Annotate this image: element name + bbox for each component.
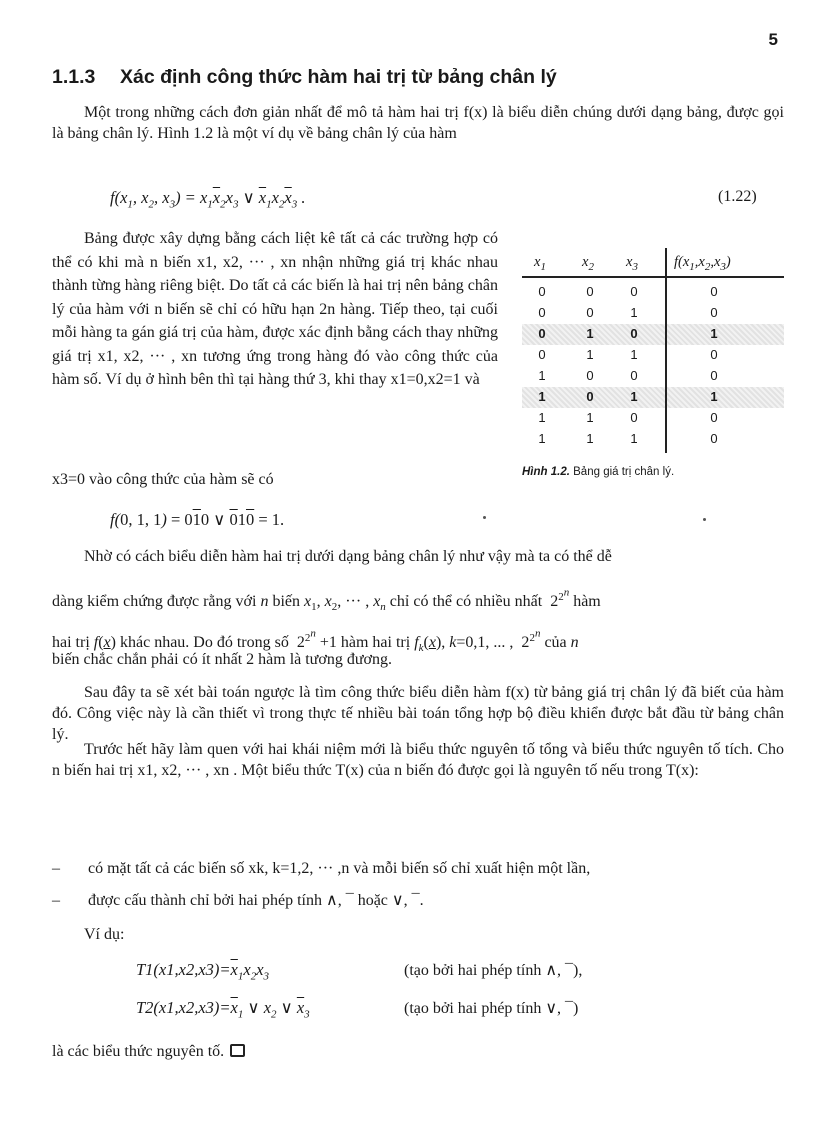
table-row: 1 1 1 0	[538, 431, 718, 446]
paragraph-2-line-3: hai trị f(x) khác nhau. Do đó trong số $2^{2^n} +1$ hàm hai trị $f_k(x)$, k=0,1, ... , $2^{2^n}$ của n	[52, 627, 579, 655]
table-row: 0 1 1 0	[538, 347, 718, 362]
table-row-highlighted: 0 1 0 1	[522, 324, 784, 345]
list-item	[52, 890, 424, 910]
list-dash: –	[52, 860, 60, 877]
table-row-highlighted: 1 0 1 1	[522, 387, 784, 408]
paragraph-2-line-1: Nhờ có cách biểu diễn hàm hai trị dưới dạng bảng chân lý như vậy mà ta có thể dễ	[84, 548, 612, 565]
print-speck	[703, 518, 706, 521]
example-note-2: (tạo bởi hai phép tính ∨, ¯)	[404, 1000, 579, 1017]
section-title: Xác định công thức hàm hai trị từ bảng chân lý	[120, 66, 557, 88]
equation-example: f(0, 1, 1) = 010 ∨ 010 = 1.	[110, 510, 285, 529]
table-header-f: $f(x_1,x_2,x_3)$	[674, 254, 731, 273]
example-formula-1: $T1(x1,x2,x3)=\overline{x}_1x_2x_3$	[136, 960, 270, 983]
closing-line	[52, 1043, 245, 1061]
table-header-x1: $x_1$	[534, 254, 546, 273]
table-row: 1 1 0 0	[538, 410, 718, 425]
equation-number: (1.22)	[718, 188, 757, 205]
page-number: 5	[768, 30, 778, 49]
list-dash: –	[52, 892, 60, 909]
list-item	[52, 860, 590, 878]
figure-caption	[522, 466, 674, 478]
list-item-text: có mặt tất cả các biến số xk, k=1,2, ··· ,n và mỗi biến số chỉ xuất hiện một lần,	[88, 860, 591, 877]
table-row: 0 0 1 0	[538, 305, 718, 320]
figure-caption-text: Bảng giá trị chân lý.	[573, 466, 675, 478]
equation-1-lhs: $f(x_1$, $x_2$, $x_3$) =	[110, 188, 196, 211]
example-formula-2: $T2(x1,x2,x3)=\overline{x}_1$ ∨ $x_2$ ∨ $\overline{x}_3$	[136, 998, 310, 1021]
table-header-x2: $x_2$	[582, 254, 594, 273]
section-number: 1.1.3	[52, 66, 96, 88]
section-heading	[52, 66, 557, 89]
closing-text: là các biểu thức nguyên tố.	[52, 1043, 225, 1060]
paragraph-2-line-4: biến chắc chắn phải có ít nhất 2 hàm là tương đương.	[52, 651, 392, 668]
equation-1-rhs: $x_1\overline{x}_2x_3$ ∨ $\overline{x}_1x_2\overline{x}_3$ .	[199, 188, 306, 211]
qed-box-icon	[230, 1044, 245, 1057]
equation-1-22	[110, 188, 306, 210]
figure-caption-label: Hình 1.2.	[522, 466, 570, 478]
table-row: 1 0 0 0	[538, 368, 718, 383]
truth-table-explanation-end: x3=0 vào công thức của hàm sẽ có	[52, 471, 274, 488]
truth-table	[522, 248, 784, 453]
example-formula-2-lhs: T2(x1,x2,x3)=	[136, 998, 231, 1017]
table-header-x3: $x_3$	[626, 254, 638, 273]
list-item-text: được cấu thành chỉ bởi hai phép tính ∧, ¯ hoặc ∨, ¯.	[88, 892, 424, 909]
intro-paragraph: Một trong những cách đơn giản nhất để mô tả hàm hai trị f(x) là biểu diễn chúng dưới dạng bảng, được gọi là bảng chân lý. Hình 1.2 là một ví dụ về bảng chân lý của hàm	[52, 104, 784, 142]
example-formula-1-lhs: T1(x1,x2,x3)=	[136, 960, 231, 979]
paragraph-3: Sau đây ta sẽ xét bài toán ngược là tìm công thức biểu diễn hàm f(x) từ bảng giá trị chân lý đã biết của hàm đó. Công việc này là cần thiết vì trong thực tế nhiều bài toán tổng hợp bộ điều khiển được bắt đầu từ bảng chân lý.	[52, 684, 784, 743]
example-label: Ví dụ:	[84, 926, 125, 943]
table-header-rule	[522, 276, 784, 278]
table-row: 0 0 0 0	[538, 284, 718, 299]
truth-table-explanation: Bảng được xây dựng bằng cách liệt kê tất cả các trường hợp có thể có khi mà n biến x1, x2, ··· , xn nhận những giá trị khác nhau thành từng hàng riêng biệt. Do tất cả các biến là hai trị nên bảng chân lý của hàm với n biến sẽ chỉ có hữu hạn 2n hàng. Tiếp theo, tại cuối mỗi hàng ta gán giá trị của hàm, được xác định bằng cách thay những giá trị x1, x2, ··· , xn tương ứng trong hàng đó vào công thức của hàm số. Ví dụ ở hình bên thì tại hàng thứ 3, khi thay x1=0,x2=1 và	[52, 230, 498, 388]
print-speck	[483, 516, 486, 519]
example-note-1: (tạo bởi hai phép tính ∧, ¯),	[404, 962, 583, 979]
table-divider	[665, 248, 667, 453]
paragraph-2-line-2: dàng kiểm chứng được rằng với n biến $x_1$, $x_2$, ··· , $x_n$ chỉ có thể có nhiều nhất $2^{2^n}$ hàm	[52, 586, 601, 614]
paragraph-4: Trước hết hãy làm quen với hai khái niệm mới là biểu thức nguyên tố tổng và biểu thức nguyên tố tích. Cho n biến hai trị x1, x2, ··· , xn . Một biểu thức T(x) của n biến đó được gọi là nguyên tố nếu trong T(x):	[52, 741, 784, 779]
